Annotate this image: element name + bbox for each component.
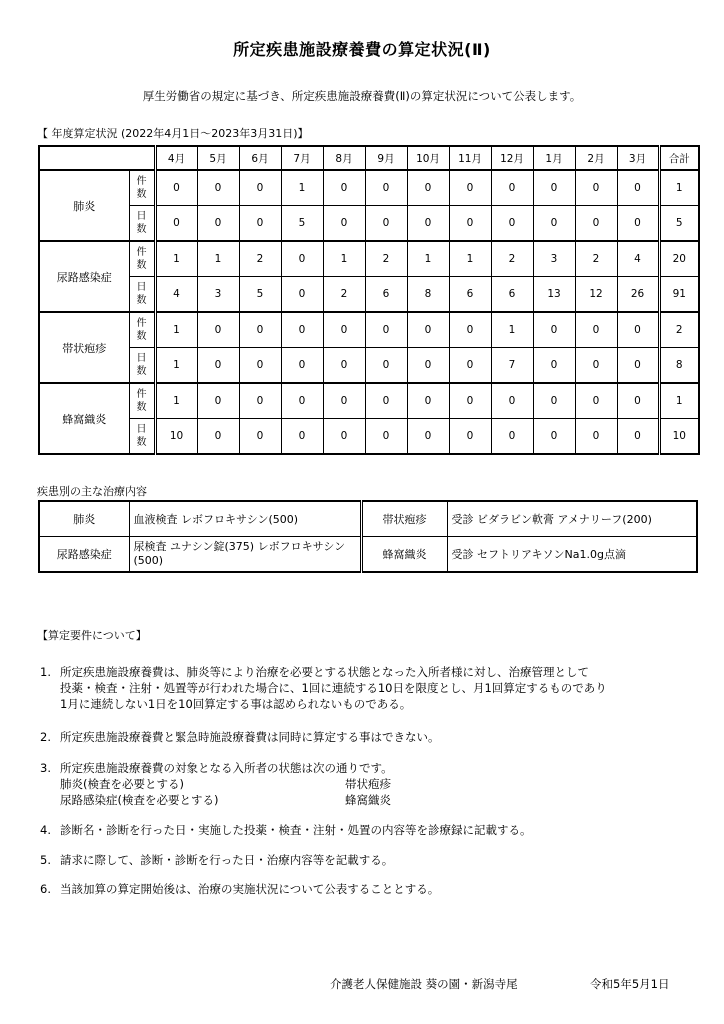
requirement-text: 所定疾患施設療養費の対象となる入所者の状態は次の通りです。 xyxy=(60,761,393,775)
value-cell: 0 xyxy=(407,419,449,455)
value-cell: 0 xyxy=(281,277,323,313)
requirement-number: 3. xyxy=(40,761,51,775)
unit-days-label: 日 数 xyxy=(129,277,155,313)
value-cell: 0 xyxy=(533,383,575,419)
value-cell: 0 xyxy=(197,312,239,348)
unit-count-label: 件 数 xyxy=(129,241,155,277)
requirement-text: 所定疾患施設療養費と緊急時施設療養費は同時に算定する事はできない。 xyxy=(60,730,440,744)
value-cell: 0 xyxy=(575,312,617,348)
month-header: 8月 xyxy=(323,146,365,170)
value-cell: 0 xyxy=(197,419,239,455)
value-cell: 1 xyxy=(155,383,197,419)
value-cell: 0 xyxy=(617,419,659,455)
value-cell: 0 xyxy=(323,348,365,384)
requirement-text: 請求に際して、診断・診断を行った日・治療内容等を記載する。 xyxy=(60,853,394,867)
month-header: 6月 xyxy=(239,146,281,170)
month-header: 10月 xyxy=(407,146,449,170)
value-cell: 13 xyxy=(533,277,575,313)
disease-name: 尿路感染症 xyxy=(39,537,129,573)
value-cell: 0 xyxy=(449,206,491,242)
calculation-table xyxy=(38,145,700,455)
value-cell: 1 xyxy=(197,241,239,277)
data-row xyxy=(39,383,699,419)
total-header: 合計 xyxy=(659,146,699,170)
value-cell: 0 xyxy=(575,383,617,419)
disease-name: 帯状疱疹 xyxy=(361,501,447,537)
requirement-item-5 xyxy=(40,852,393,868)
value-cell: 0 xyxy=(155,206,197,242)
value-cell: 5 xyxy=(239,277,281,313)
treatment-row xyxy=(39,537,697,573)
unit-count-label: 件 数 xyxy=(129,312,155,348)
value-cell: 6 xyxy=(491,277,533,313)
value-cell: 0 xyxy=(365,312,407,348)
value-cell: 0 xyxy=(365,206,407,242)
header-corner xyxy=(39,146,155,170)
value-cell: 0 xyxy=(281,419,323,455)
value-cell: 0 xyxy=(449,170,491,206)
value-cell: 5 xyxy=(281,206,323,242)
treatment-detail: 受診 セフトリアキソンNa1.0g点滴 xyxy=(447,537,697,573)
value-cell: 0 xyxy=(407,206,449,242)
unit-days-label: 日 数 xyxy=(129,419,155,455)
treatment-detail: 尿検査 ユナシン錠(375) レボフロキサシン(500) xyxy=(129,537,361,573)
value-cell: 4 xyxy=(155,277,197,313)
value-cell: 1 xyxy=(281,170,323,206)
treatment-row xyxy=(39,501,697,537)
value-cell: 0 xyxy=(239,312,281,348)
total-cell: 1 xyxy=(659,383,699,419)
condition-item: 蜂窩織炎 xyxy=(345,793,391,807)
month-header: 7月 xyxy=(281,146,323,170)
data-row xyxy=(39,170,699,206)
value-cell: 3 xyxy=(197,277,239,313)
total-cell: 1 xyxy=(659,170,699,206)
value-cell: 0 xyxy=(449,312,491,348)
requirement-item-1 xyxy=(40,664,607,712)
value-cell: 0 xyxy=(533,312,575,348)
value-cell: 0 xyxy=(491,383,533,419)
condition-item: 尿路感染症(検査を必要とする) xyxy=(60,793,219,807)
value-cell: 0 xyxy=(323,170,365,206)
unit-days-label: 日 数 xyxy=(129,348,155,384)
month-header: 1月 xyxy=(533,146,575,170)
data-row xyxy=(39,206,699,242)
data-row xyxy=(39,348,699,384)
total-cell: 2 xyxy=(659,312,699,348)
month-header: 12月 xyxy=(491,146,533,170)
value-cell: 0 xyxy=(407,170,449,206)
value-cell: 0 xyxy=(491,419,533,455)
value-cell: 1 xyxy=(155,348,197,384)
value-cell: 0 xyxy=(533,170,575,206)
value-cell: 6 xyxy=(365,277,407,313)
value-cell: 2 xyxy=(491,241,533,277)
month-header: 3月 xyxy=(617,146,659,170)
value-cell: 1 xyxy=(155,241,197,277)
value-cell: 0 xyxy=(617,348,659,384)
value-cell: 3 xyxy=(533,241,575,277)
value-cell: 0 xyxy=(197,170,239,206)
requirement-text: 当該加算の算定開始後は、治療の実施状況について公表することとする。 xyxy=(60,882,440,896)
total-cell: 5 xyxy=(659,206,699,242)
disease-name: 蜂窩織炎 xyxy=(361,537,447,573)
month-header: 11月 xyxy=(449,146,491,170)
value-cell: 0 xyxy=(533,206,575,242)
disease-name: 肺炎 xyxy=(39,170,129,241)
disease-name: 蜂窩織炎 xyxy=(39,383,129,454)
value-cell: 0 xyxy=(323,419,365,455)
treatment-detail: 受診 ビダラビン軟膏 アメナリーフ(200) xyxy=(447,501,697,537)
disease-name: 肺炎 xyxy=(39,501,129,537)
value-cell: 0 xyxy=(491,170,533,206)
requirement-item-2 xyxy=(40,729,440,745)
value-cell: 6 xyxy=(449,277,491,313)
total-cell: 91 xyxy=(659,277,699,313)
value-cell: 0 xyxy=(239,383,281,419)
value-cell: 10 xyxy=(155,419,197,455)
value-cell: 1 xyxy=(323,241,365,277)
value-cell: 0 xyxy=(281,383,323,419)
value-cell: 0 xyxy=(533,419,575,455)
value-cell: 2 xyxy=(365,241,407,277)
condition-item: 肺炎(検査を必要とする) xyxy=(60,777,184,791)
page-title: 所定疾患施設療養費の算定状況(Ⅱ) xyxy=(233,40,491,59)
facility-name: 介護老人保健施設 葵の園・新潟寺尾 xyxy=(330,977,518,991)
value-cell: 2 xyxy=(323,277,365,313)
requirement-number: 5. xyxy=(40,853,51,867)
value-cell: 0 xyxy=(365,383,407,419)
condition-item: 帯状疱疹 xyxy=(345,777,391,791)
publish-date: 令和5年5月1日 xyxy=(590,977,670,991)
value-cell: 1 xyxy=(449,241,491,277)
value-cell: 1 xyxy=(407,241,449,277)
value-cell: 8 xyxy=(407,277,449,313)
requirements-label: 【算定要件について】 xyxy=(37,629,147,642)
requirement-text: 投薬・検査・注射・処置等が行われた場合に、1回に連続する10日を限度とし、月1回算定するものであり xyxy=(60,681,607,695)
requirement-text: 1月に連続しない1日を10回算定する事は認められないものである。 xyxy=(60,697,412,711)
value-cell: 0 xyxy=(407,383,449,419)
value-cell: 0 xyxy=(575,419,617,455)
value-cell: 0 xyxy=(281,312,323,348)
value-cell: 0 xyxy=(407,312,449,348)
value-cell: 2 xyxy=(239,241,281,277)
month-header: 4月 xyxy=(155,146,197,170)
value-cell: 0 xyxy=(239,419,281,455)
treatment-detail: 血液検査 レボフロキサシン(500) xyxy=(129,501,361,537)
condition-row xyxy=(60,792,393,808)
treatment-section-label: 疾患別の主な治療内容 xyxy=(37,485,147,498)
period-label: 【 年度算定状況 (2022年4月1日～2023年3月31日)】 xyxy=(37,127,309,140)
value-cell: 0 xyxy=(239,348,281,384)
unit-days-label: 日 数 xyxy=(129,206,155,242)
total-cell: 8 xyxy=(659,348,699,384)
value-cell: 0 xyxy=(617,312,659,348)
value-cell: 0 xyxy=(575,348,617,384)
value-cell: 2 xyxy=(575,241,617,277)
value-cell: 0 xyxy=(197,383,239,419)
value-cell: 0 xyxy=(239,170,281,206)
requirement-number: 2. xyxy=(40,730,51,744)
requirement-item-4 xyxy=(40,822,532,838)
value-cell: 1 xyxy=(155,312,197,348)
requirement-number: 6. xyxy=(40,882,51,896)
requirement-text: 所定疾患施設療養費は、肺炎等により治療を必要とする状態となった入所者様に対し、治療管理として xyxy=(60,665,589,679)
condition-row xyxy=(60,776,393,792)
value-cell: 0 xyxy=(323,312,365,348)
value-cell: 1 xyxy=(491,312,533,348)
requirement-number: 1. xyxy=(40,665,51,679)
data-row xyxy=(39,419,699,455)
disease-name: 帯状疱疹 xyxy=(39,312,129,383)
unit-count-label: 件 数 xyxy=(129,383,155,419)
value-cell: 0 xyxy=(197,206,239,242)
value-cell: 0 xyxy=(533,348,575,384)
treatment-table xyxy=(38,500,698,573)
month-header: 9月 xyxy=(365,146,407,170)
data-row xyxy=(39,277,699,313)
value-cell: 0 xyxy=(617,383,659,419)
month-header: 5月 xyxy=(197,146,239,170)
requirement-item-3 xyxy=(40,760,393,808)
value-cell: 0 xyxy=(365,419,407,455)
disease-name: 尿路感染症 xyxy=(39,241,129,312)
intro-text: 厚生労働省の規定に基づき、所定疾患施設療養費(Ⅱ)の算定状況について公表します。 xyxy=(142,89,582,103)
value-cell: 7 xyxy=(491,348,533,384)
month-header: 2月 xyxy=(575,146,617,170)
value-cell: 0 xyxy=(617,170,659,206)
value-cell: 0 xyxy=(365,348,407,384)
unit-count-label: 件 数 xyxy=(129,170,155,206)
value-cell: 0 xyxy=(617,206,659,242)
value-cell: 12 xyxy=(575,277,617,313)
value-cell: 0 xyxy=(323,383,365,419)
data-row xyxy=(39,241,699,277)
value-cell: 0 xyxy=(281,348,323,384)
total-cell: 10 xyxy=(659,419,699,455)
value-cell: 26 xyxy=(617,277,659,313)
requirement-number: 4. xyxy=(40,823,51,837)
value-cell: 0 xyxy=(575,170,617,206)
value-cell: 0 xyxy=(449,383,491,419)
value-cell: 0 xyxy=(491,206,533,242)
value-cell: 4 xyxy=(617,241,659,277)
value-cell: 0 xyxy=(155,170,197,206)
value-cell: 0 xyxy=(449,348,491,384)
value-cell: 0 xyxy=(281,241,323,277)
value-cell: 0 xyxy=(575,206,617,242)
value-cell: 0 xyxy=(197,348,239,384)
value-cell: 0 xyxy=(407,348,449,384)
value-cell: 0 xyxy=(323,206,365,242)
requirement-text: 診断名・診断を行った日・実施した投薬・検査・注射・処置の内容等を診療録に記載する。 xyxy=(60,823,532,837)
month-header-row xyxy=(39,146,699,170)
data-row xyxy=(39,312,699,348)
total-cell: 20 xyxy=(659,241,699,277)
value-cell: 0 xyxy=(239,206,281,242)
value-cell: 0 xyxy=(365,170,407,206)
requirement-item-6 xyxy=(40,881,439,897)
value-cell: 0 xyxy=(449,419,491,455)
footer xyxy=(330,976,670,992)
